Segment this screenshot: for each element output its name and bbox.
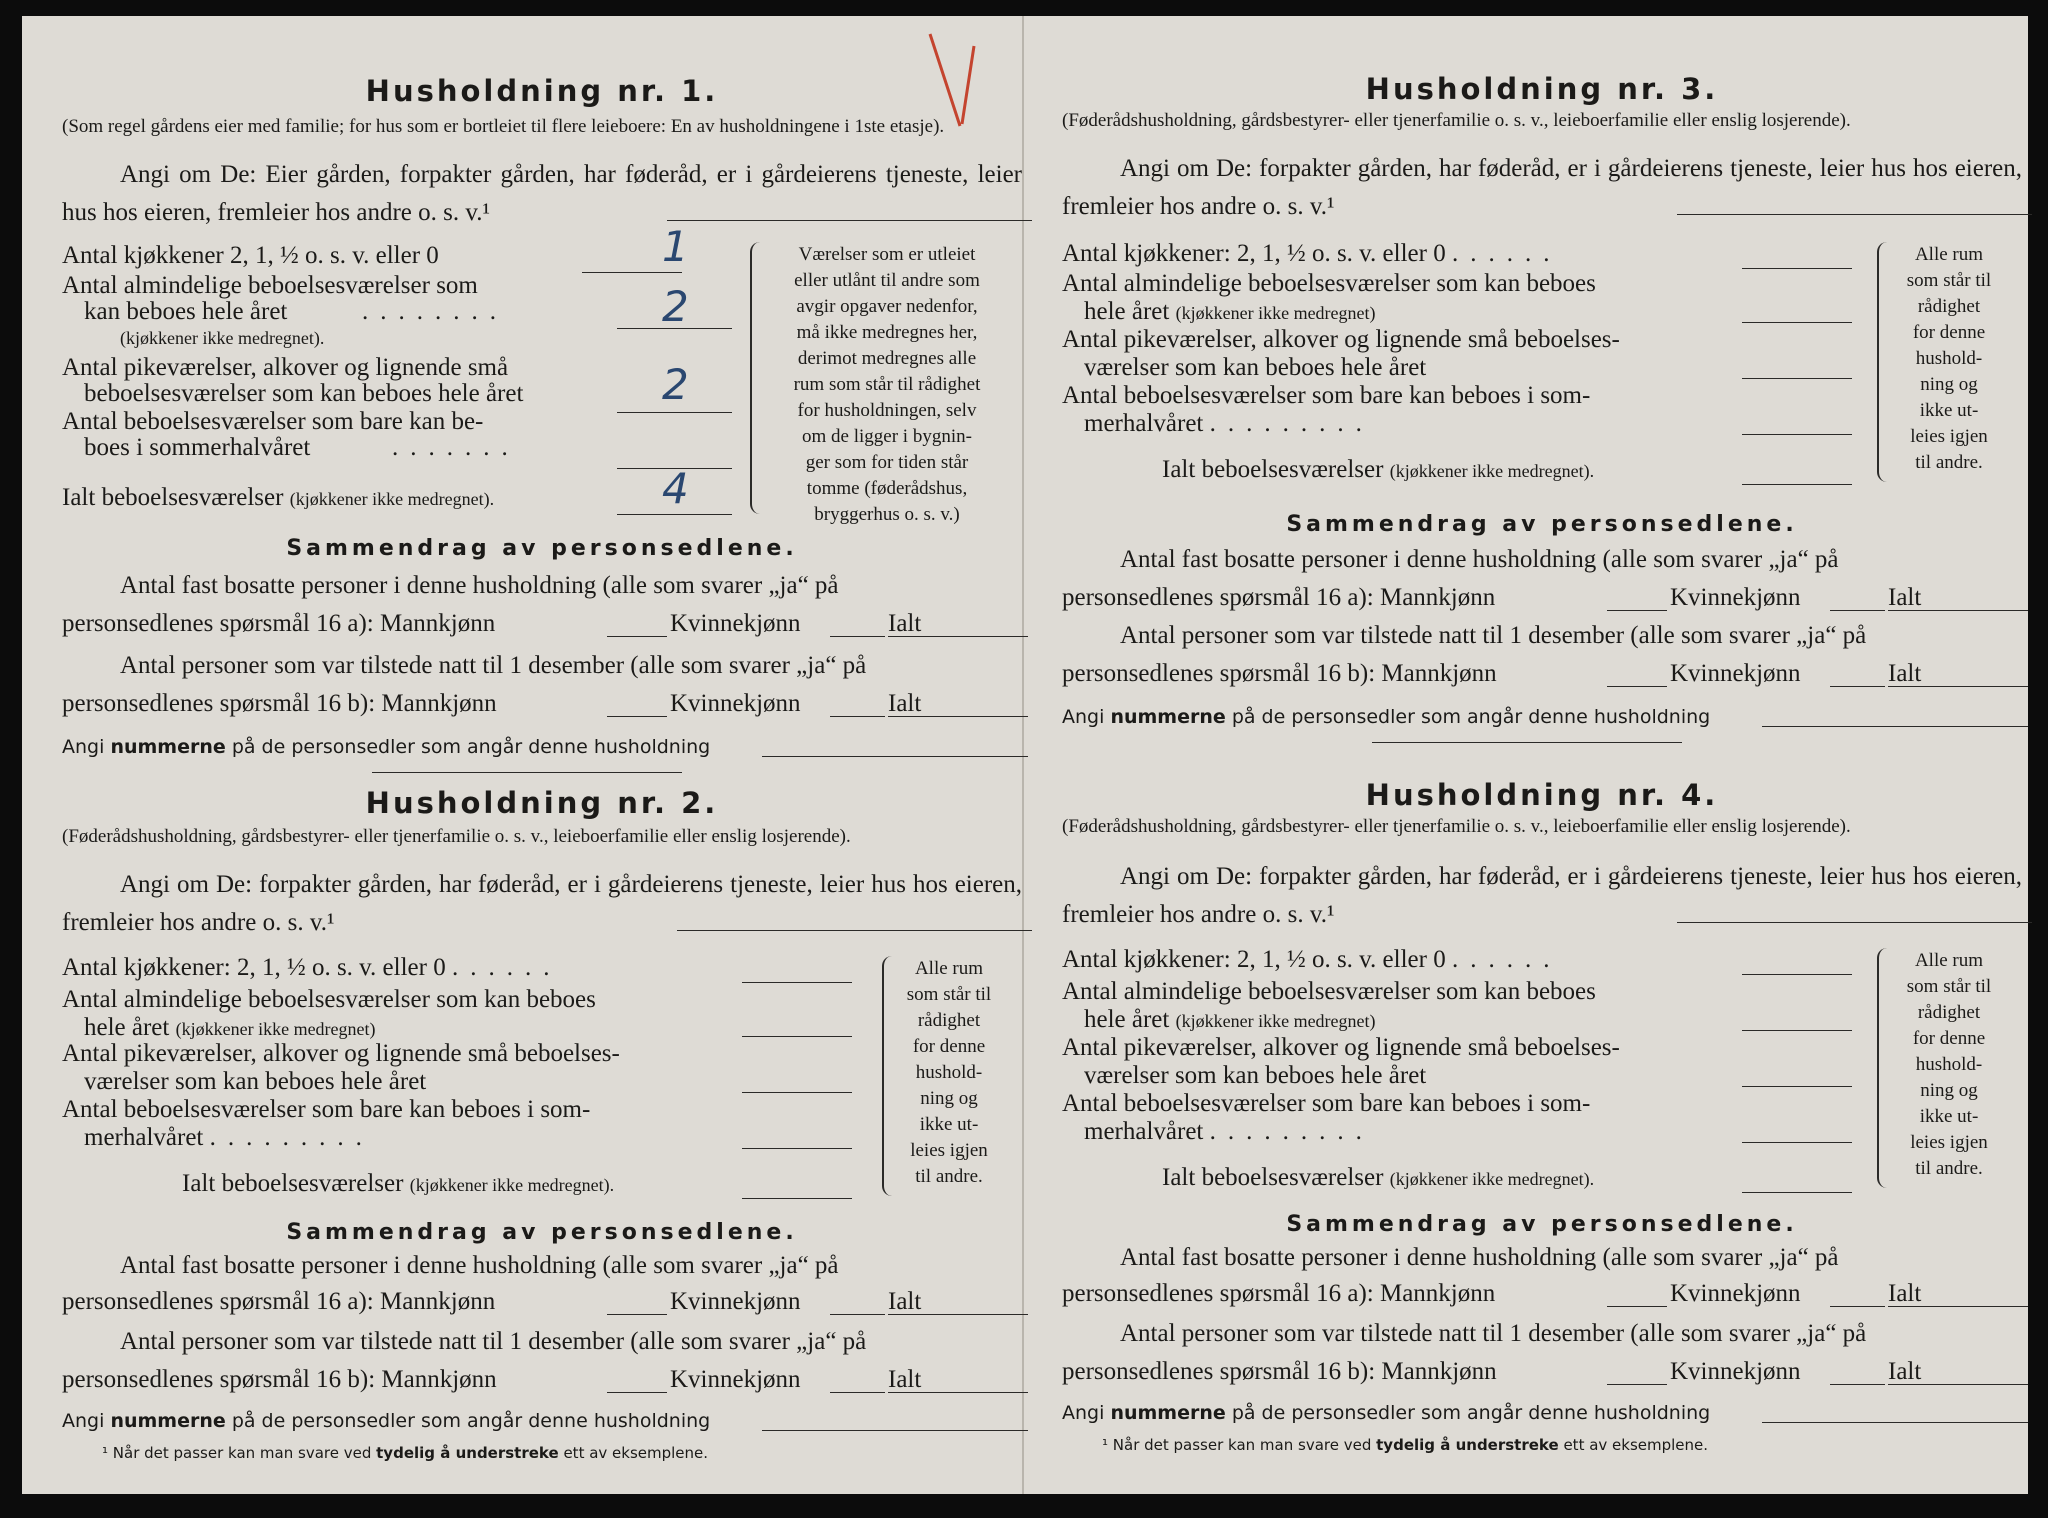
- h1-rooms-answer[interactable]: 2: [662, 282, 689, 331]
- h1-kitchens-label: Antal kjøkkener 2, 1, ½ o. s. v. eller 0: [62, 242, 439, 269]
- left-page: Husholdning nr. 1. (Som regel gårdens eier med familie; for hus som er bortleiet til flere leieboere: En av husholdningene i 1ste etasje). Angi om De: Eier gården, forpakter gården, har føderåd, er i gårdeierens tjeneste, leier hus hos eieren, fremleier hos andre o. s. v.¹ Antal kjøkkener 2, 1, ½ o. s. v. eller 0 1 Antal almindelige beboelsesværelser som kan beboes hele året ........ (kjøkkener ikke medregnet). 2 Antal pikeværelser, alkover og lignende små beboelsesværelser som kan beboes hele året 2 Antal beboelsesværelser som bare kan be- boes i sommerhalvåret ....... Ialt beboelsesværelser (kjøkkener ikke medregnet). 4 Værelser som er utleiet eller utlånt til andre som avgir opgaver nedenfor, må ikke medregnes her, derimot medregnes alle rum som står til rådighet for husholdningen, selv om de ligger i bygnin- ger som for tiden står tomme (føderådshus, bryggerhus o. s. v.) Sammendrag av personsedlene. Antal fast bosatte personer i denne husholdning (alle som svarer „ja“ på personsedlenes spørsmål 16 a): Mannkjønn Kvinnekjønn Ialt Antal personer som var tilstede natt til 1 desember (alle som svarer „ja“ på personsedlenes spørsmål 16 b): Mannkjønn Kvinnekjønn Ialt Angi nummerne på de personsedler som angår denne husholdning Husholdning nr. 2. (Føderådshusholdning, gårdsbestyrer- eller tjenerfamilie o. s. v., leieboerfamilie eller enslig losjerende). Angi om De: forpakter gården, har føderåd, er i gårdeierens tjeneste, leier hus hos eieren, fremleier hos andre o. s. v.¹ Antal kjøkkener: 2, 1, ½ o. s. v. eller 0 ...... Antal almindelige beboelsesværelser som kan beboes hele året (kjøkkener ikke medregnet) Antal pikeværelser, alkover og lignende små beboelses- værelser som kan beboes hele året Antal beboelsesværelser som bare kan beboes i som- merhalvåret ......... Ialt beboelsesværelser (kjøkkener ikke medregnet). Alle rum som står til rådighet for denne hushold- ning og ikke ut- leies igjen til andre. Sammendrag av personsedlene. Antal fast bosatte personer i denne husholdning (alle som svarer „ja“ på personsedlenes spørsmål 16 a): Mannkjønn Kvinnekjønn Ialt Antal personer som var tilstede natt til 1 desember (alle som svarer „ja“ på personsedlenes spørsmål 16 b): Mannkjønn Kvinnekjønn Ialt Angi nummerne på de personsedler som angår denne husholdning ¹ Når det passer kan man svare ved tydelig å understreke ett av eksemplene.: [62, 16, 1022, 1494]
- right-page: Husholdning nr. 3. (Føderådshusholdning, gårdsbestyrer- eller tjenerfamilie o. s. v., leieboerfamilie eller enslig losjerende). Angi om De: forpakter gården, har føderåd, er i gårdeierens tjeneste, leier hus hos eieren, fremleier hos andre o. s. v.¹ Antal kjøkkener: 2, 1, ½ o. s. v. eller 0 ...... Antal almindelige beboelsesværelser som kan beboes hele året (kjøkkener ikke medregnet) Antal pikeværelser, alkover og lignende små beboelses- værelser som kan beboes hele året Antal beboelsesværelser som bare kan beboes i som- merhalvåret ......... Ialt beboelsesværelser (kjøkkener ikke medregnet). Alle rum som står til rådighet for denne hushold- ning og ikke ut- leies igjen til andre. Sammendrag av personsedlene. Antal fast bosatte personer i denne husholdning (alle som svarer „ja“ på personsedlenes spørsmål 16 a): Mannkjønn Kvinnekjønn Ialt Antal personer som var tilstede natt til 1 desember (alle som svarer „ja“ på personsedlenes spørsmål 16 b): Mannkjønn Kvinnekjønn Ialt Angi nummerne på de personsedler som angår denne husholdning Husholdning nr. 4. (Føderådshusholdning, gårdsbestyrer- eller tjenerfamilie o. s. v., leieboerfamilie eller enslig losjerende). Angi om De: forpakter gården, har føderåd, er i gårdeierens tjeneste, leier hus hos eieren, fremleier hos andre o. s. v.¹ Antal kjøkkener: 2, 1, ½ o. s. v. eller 0 ...... Antal almindelige beboelsesværelser som kan beboes hele året (kjøkkener ikke medregnet) Antal pikeværelser, alkover og lignende små beboelses- værelser som kan beboes hele året Antal beboelsesværelser som bare kan beboes i som- merhalvåret ......... Ialt beboelsesværelser (kjøkkener ikke medregnet). Alle rum som står til rådighet for denne hushold- ning og ikke ut- leies igjen til andre. Sammendrag av personsedlene. Antal fast bosatte personer i denne husholdning (alle som svarer „ja“ på personsedlenes spørsmål 16 a): Mannkjønn Kvinnekjønn Ialt Antal personer som var tilstede natt til 1 desember (alle som svarer „ja“ på personsedlenes spørsmål 16 b): Mannkjønn Kvinnekjønn Ialt Angi nummerne på de personsedler som angår denne husholdning ¹ Når det passer kan man svare ved tydelig å understreke ett av eksemplene.: [1062, 16, 2022, 1494]
- h1-summer-label: Antal beboelsesværelser som bare kan be-: [62, 408, 484, 435]
- household-2-title: Husholdning nr. 2.: [365, 786, 719, 820]
- census-sheet: [22, 16, 2028, 1494]
- h1-angi-numbers: Angi nummerne på de personsedler som angår denne husholdning: [62, 736, 711, 758]
- h4-footnote: ¹ Når det passer kan man svare ved tydelig å understreke ett av eksemplene.: [1102, 1436, 1709, 1454]
- h4-brace-note: Alle rum som står til rådighet for denne hushold- ning og ikke ut- leies igjen til andre.: [1906, 950, 1992, 1179]
- h1-kitchens-answer[interactable]: 1: [662, 222, 689, 271]
- household-1-title: Husholdning nr. 1.: [365, 74, 719, 108]
- h1-total-answer[interactable]: 4: [662, 464, 689, 513]
- page-fold: [1022, 16, 1024, 1494]
- household-3-title: Husholdning nr. 3.: [1365, 72, 1719, 106]
- h1-brace-note: Værelser som er utleiet eller utlånt til andre som avgir opgaver nedenfor, må ikke medregnes her, derimot medregnes alle rum som står til rådighet for husholdningen, selv om de ligger i bygnin- ger som for tiden står tomme (føderådshus, bryggerhus o. s. v.): [793, 244, 981, 525]
- h3-brace-note: Alle rum som står til rådighet for denne hushold- ning og ikke ut- leies igjen til andre.: [1906, 244, 1992, 473]
- household-4-title: Husholdning nr. 4.: [1365, 778, 1719, 812]
- h1-maid-answer[interactable]: 2: [662, 360, 689, 409]
- household-1-note: (Som regel gårdens eier med familie; for hus som er bortleiet til flere leieboere: En av husholdningene i 1ste etasje).: [62, 116, 945, 137]
- h2-footnote: ¹ Når det passer kan man svare ved tydelig å understreke ett av eksemplene.: [102, 1444, 709, 1462]
- h1-maid-label: Antal pikeværelser, alkover og lignende små: [62, 354, 509, 381]
- h1-summary-b: personsedlenes spørsmål 16 b): Mannkjønn: [62, 690, 497, 717]
- h1-summary-a: personsedlenes spørsmål 16 a): Mannkjønn: [62, 610, 496, 637]
- h1-rooms-label: Antal almindelige beboelsesværelser som: [62, 272, 478, 299]
- h2-brace-note: Alle rum som står til rådighet for denne hushold- ning og ikke ut- leies igjen til andre.: [906, 958, 992, 1187]
- household-1-angi: Angi om De: Eier gården, forpakter gården, har føderåd, er i gårdeierens tjeneste, leier hus hos eieren, fremleier hos andre o. s. v.¹: [62, 161, 1022, 226]
- h1-summary-title: Sammendrag av personsedlene.: [286, 536, 798, 561]
- h1-total-label: Ialt beboelsesværelser (kjøkkener ikke medregnet).: [62, 484, 495, 511]
